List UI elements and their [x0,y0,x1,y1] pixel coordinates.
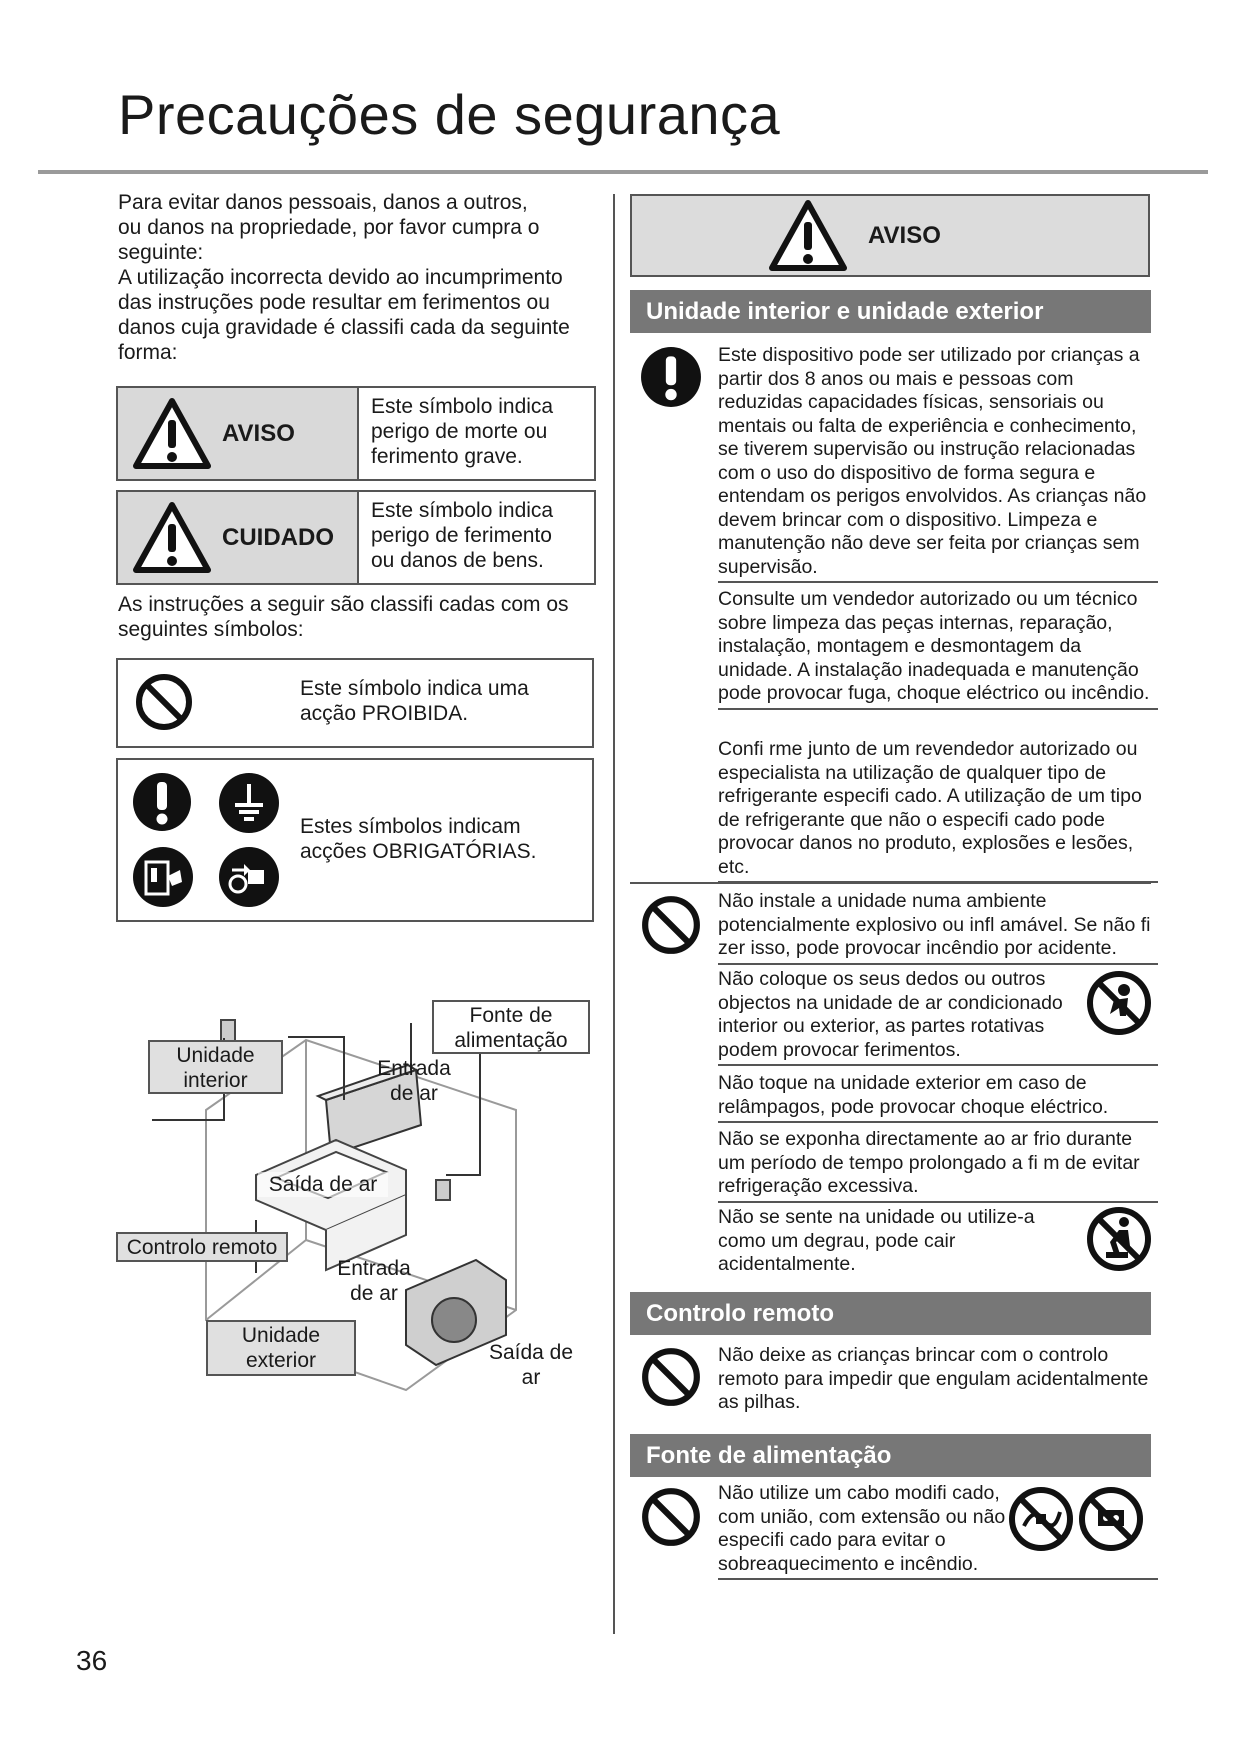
prohibited-description: Este símbolo indica uma acção PROIBIDA. [300,677,529,725]
label-power-supply [432,1000,590,1054]
prohibited-icon [640,1346,702,1408]
no-extension-cord-icon [1078,1486,1144,1552]
list-item: Não toque na unidade exterior em caso de relâmpagos, pode provocar choque eléctrico. [718,1072,1158,1123]
prohibited-icon [640,894,702,956]
list-item: Não instale a unidade numa ambiente potencialmente explosivo ou infl amável. Se não fi zer isso, pode provocar incêndio por acidente. [718,890,1158,965]
page-title: Precauções de segurança [118,83,781,146]
label-air-inlet-bottom: Entrada de ar [337,1257,411,1305]
caution-triangle-icon [132,500,212,576]
list-item: Confi rme junto de um revendedor autorizado ou especialista na utilização de qualquer tipo de refrigerante especifi cado. A utilização de um tipo de refrigerante que não o especifi cado pode provocar danos no produto, explosões e lesões, etc. [718,738,1158,883]
list-item: Consulte um vendedor autorizado ou um técnico sobre limpeza das peças internas, reparação, instalação, montagem e desmontagem da unidade. A instalação inadequada e manutenção pode provocar fuga, choque eléctrico ou incêndio. [718,588,1158,710]
mandatory-exclamation-icon [640,346,702,408]
no-sitting-icon [1086,1206,1152,1272]
caution-signal-box [116,490,596,585]
label-remote-control [116,1232,288,1262]
mandatory-exclamation-icon [132,772,192,832]
page-number: 36 [76,1645,108,1676]
warning-triangle-icon [132,396,212,472]
label-outdoor-unit [206,1320,356,1376]
list-item [718,1206,1158,1279]
warning-triangle-icon [768,198,848,274]
warning-signal-box [116,386,596,481]
list-item: Não deixe as crianças brincar com o controlo remoto para impedir que engulam acidentalmente as pilhas. [718,1344,1149,1413]
unplug-panel-icon [132,846,194,908]
mandatory-symbol-box [116,758,594,922]
list-item: Este dispositivo pode ser utilizado por crianças a partir dos 8 anos ou mais e pessoas com reduzidas capacidades físicas, sensoriais ou mentais ou falta de experiência e conhecimento, se tiverem supervisão ou instrução relacionadas com o uso do dispositivo de forma segura e entendam os perigos envolvidos. As crianças não devem brincar com o dispositivo. Limpeza e manutenção não deve ser feita por crianças sem supervisão. [718,344,1158,583]
section-indoor-outdoor-title: Unidade interior e unidade exterior [630,290,1151,333]
list-item-text: Não utilize um cabo modifi cado, com união, com extensão ou não especifi cado para evitar o sobreaquecimento e incêndio. [718,1482,1006,1575]
caution-word: CUIDADO [222,523,334,551]
column-divider [613,194,615,1634]
divider [630,882,1151,884]
section-remote-title: Controlo remoto [630,1292,1151,1335]
label-air-outlet-bottom: Saída de ar [488,1341,574,1389]
list-item-text: Não se sente na unidade ou utilize-a como um degrau, pode cair acidentalmente. [718,1206,1035,1275]
earth-ground-icon [218,772,280,834]
disconnect-plug-icon [218,846,280,908]
list-item-text: Não coloque os seus dedos ou outros objectos na unidade de ar condicionado interior ou exterior, as partes rotativas podem provocar ferimentos. [718,968,1063,1061]
list-item [718,1482,1158,1580]
indoor-unit-text: Unidade interior [176,1044,255,1092]
mandatory-description: Estes símbolos indicam acções OBRIGATÓRIAS. [300,815,537,863]
outdoor-unit-text: Unidade exterior [241,1324,321,1372]
caution-description: Este símbolo indica perigo de ferimento ou danos de bens. [371,499,554,572]
right-warning-header [630,194,1150,277]
warning-word: AVISO [222,419,295,447]
list-item [718,968,1158,1066]
label-air-inlet-top: Entrada de ar [377,1057,451,1105]
prohibited-icon [640,1486,702,1548]
power-supply-text: Fonte de alimentação [454,1004,568,1052]
list-item: Não se exponha directamente ao ar frio durante um período de tempo prolongado a fi m de evitar refrigeração excessiva. [718,1128,1158,1203]
symbols-intro: As instruções a seguir são classifi cadas com os seguintes símbolos: [118,593,569,641]
section-power-title: Fonte de alimentação [630,1434,1151,1477]
label-air-outlet-top: Saída de ar [258,1172,388,1197]
right-warning-word: AVISO [868,221,941,249]
prohibited-icon [134,672,194,732]
no-fingers-icon [1086,970,1152,1036]
prohibited-symbol-box [116,658,594,748]
warning-description: Este símbolo indica perigo de morte ou ferimento grave. [371,395,554,468]
label-indoor-unit [148,1040,283,1094]
intro-text: Para evitar danos pessoais, danos a outros, ou danos na propriedade, por favor cumpra o seguinte: A utilização incorrecta devido ao incumprimento das instruções pode resultar em ferimentos ou danos cuja gravidade é classifi cada da seguinte forma: [118,191,570,364]
remote-control-text: Controlo remoto [126,1236,278,1259]
no-modified-cable-icon [1008,1486,1074,1552]
title-divider [38,170,1208,174]
